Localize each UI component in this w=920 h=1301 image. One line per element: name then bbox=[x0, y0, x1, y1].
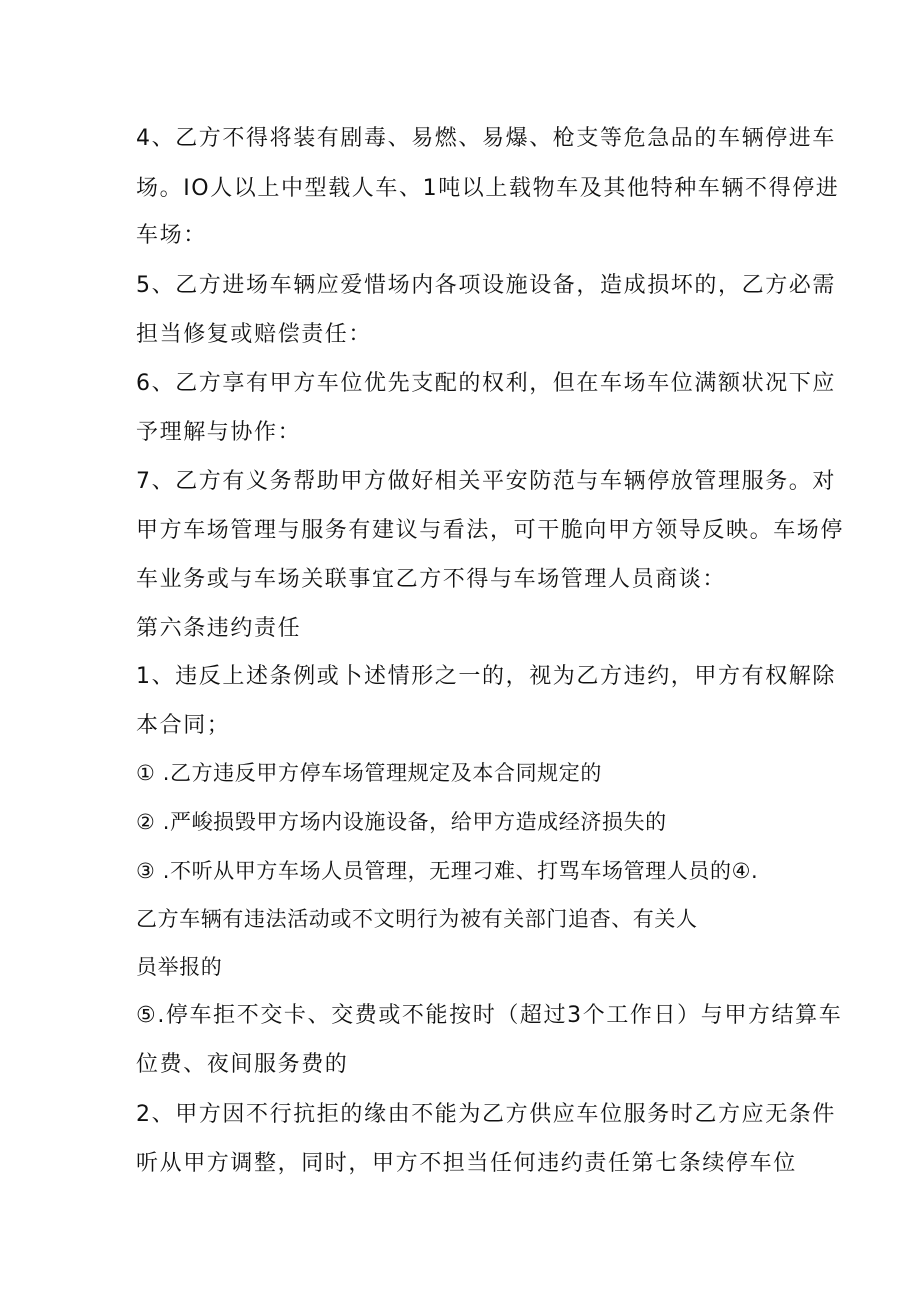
clause-4-line-3: 车场： bbox=[136, 223, 207, 248]
clause-4-line-2: 场。IO人以上中型载人车、1吨以上载物车及其他特种车辆不得停进 bbox=[136, 176, 840, 201]
breach-item-5-line-1: ⑤.停车拒不交卡、交费或不能按时（超过3个工作日）与甲方结算车 bbox=[136, 1003, 843, 1028]
clause-7-line-2: 甲方车场管理与服务有建议与看法，可干脆向甲方领导反映。车场停 bbox=[136, 518, 845, 543]
breach-item-4-end: 员举报的 bbox=[136, 955, 223, 979]
clause-5-line-1: 5、乙方进场车辆应爱惜场内各项设施设备，造成损坏的，乙方必需 bbox=[136, 273, 836, 298]
clause-4-line-1: 4、乙方不得将装有剧毒、易燃、易爆、枪支等危急品的车辆停进车 bbox=[136, 126, 836, 151]
breach-item-4-cont: 乙方车辆有违法活动或不文明行为被有关部门追杳、有关人 bbox=[136, 907, 698, 931]
breach-2-line-1: 2、甲方因不行抗拒的缘由不能为乙方供应车位服务时乙方应无条件 bbox=[136, 1102, 836, 1127]
breach-item-3-4: ③ .不听从甲方车场人员管理，无理刁难、打骂车场管理人员的④. bbox=[136, 859, 759, 883]
clause-5-line-2: 担当修复或赔偿责任： bbox=[136, 322, 373, 347]
breach-2-line-2: 听从甲方调整，同时，甲方不担当任何违约责任第七条续停车位 bbox=[136, 1151, 797, 1176]
clause-6-line-2: 予理解与协作： bbox=[136, 420, 302, 445]
breach-item-2: ② .严峻损毁甲方场内设施设备，给甲方造成经济损失的 bbox=[136, 810, 667, 834]
breach-item-5-line-2: 位费、夜间服务费的 bbox=[136, 1052, 349, 1077]
clause-7-line-3: 车业务或与车场关联事宜乙方不得与车场管理人员商谈： bbox=[136, 567, 727, 592]
section-heading-article-6: 第六条违约责任 bbox=[136, 616, 302, 641]
breach-1-line-2: 本合同； bbox=[136, 713, 231, 738]
breach-item-1: ① .乙方违反甲方停车场管理规定及本合同规定的 bbox=[136, 761, 602, 785]
breach-1-line-1: 1、违反上述条例或卜述情形之一的，视为乙方违约，甲方有权解除 bbox=[136, 664, 836, 689]
clause-6-line-1: 6、乙方享有甲方车位优先支配的权利，但在车场车位满额状况下应 bbox=[136, 371, 836, 396]
clause-7-line-1: 7、乙方有义务帮助甲方做好相关平安防范与车辆停放管理服务。对 bbox=[136, 469, 836, 494]
